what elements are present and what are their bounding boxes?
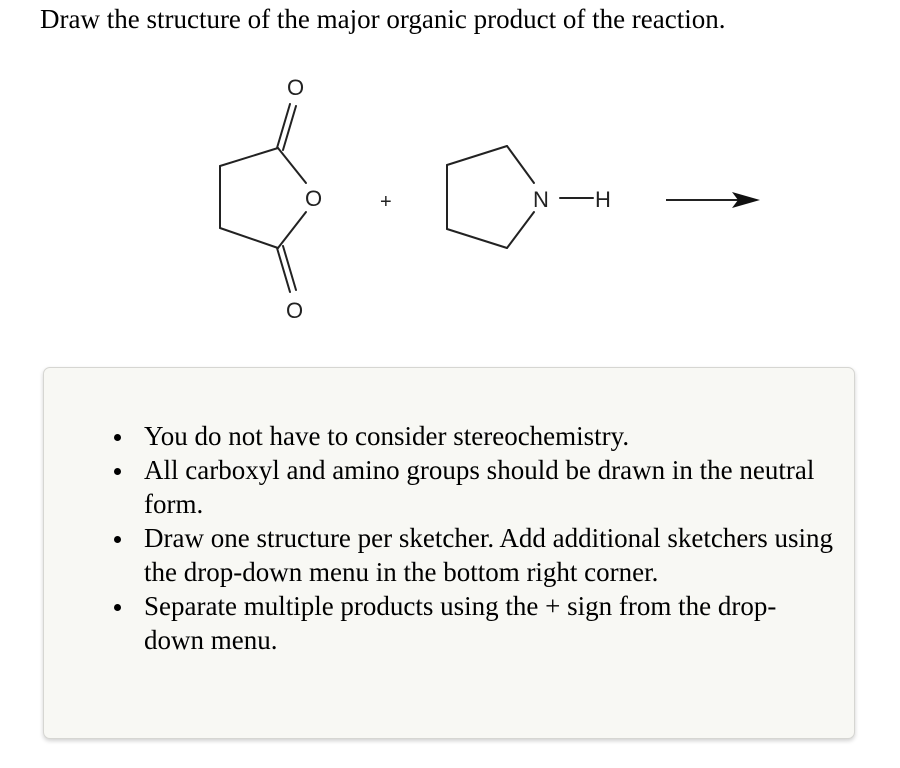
plus-sign: + (380, 191, 392, 213)
bullet-icon (114, 434, 121, 441)
instructions-list (114, 419, 834, 657)
pyrrolidine-structure (447, 146, 593, 248)
bullet-icon (114, 536, 121, 543)
reaction-scheme (0, 0, 900, 360)
instructions-panel (43, 367, 855, 739)
reaction-arrow-icon (666, 192, 760, 208)
atom-oxygen-bottom: O (286, 298, 304, 323)
instruction-text: Separate multiple products using the + sign from the drop-down menu. (144, 591, 777, 655)
instruction-item (114, 589, 834, 657)
instruction-text: All carboxyl and amino groups should be drawn in the neutral form. (144, 455, 815, 519)
instruction-item (114, 419, 834, 453)
instruction-text: You do not have to consider stereochemistry. (144, 421, 630, 451)
atom-oxygen-ring: O (305, 186, 323, 211)
instruction-item (114, 453, 834, 521)
atom-nitrogen: N (533, 187, 549, 212)
instruction-item (114, 521, 834, 589)
question-prompt: Draw the structure of the major organic product of the reaction. (40, 4, 726, 34)
bullet-icon (114, 468, 121, 475)
bullet-icon (114, 604, 121, 611)
atom-hydrogen: H (595, 187, 611, 212)
instruction-text: Draw one structure per sketcher. Add additional sketchers using the drop-down menu in the bottom right corner. (144, 523, 834, 587)
atom-oxygen-top: O (287, 75, 305, 100)
succinic-anhydride-structure (220, 104, 306, 292)
